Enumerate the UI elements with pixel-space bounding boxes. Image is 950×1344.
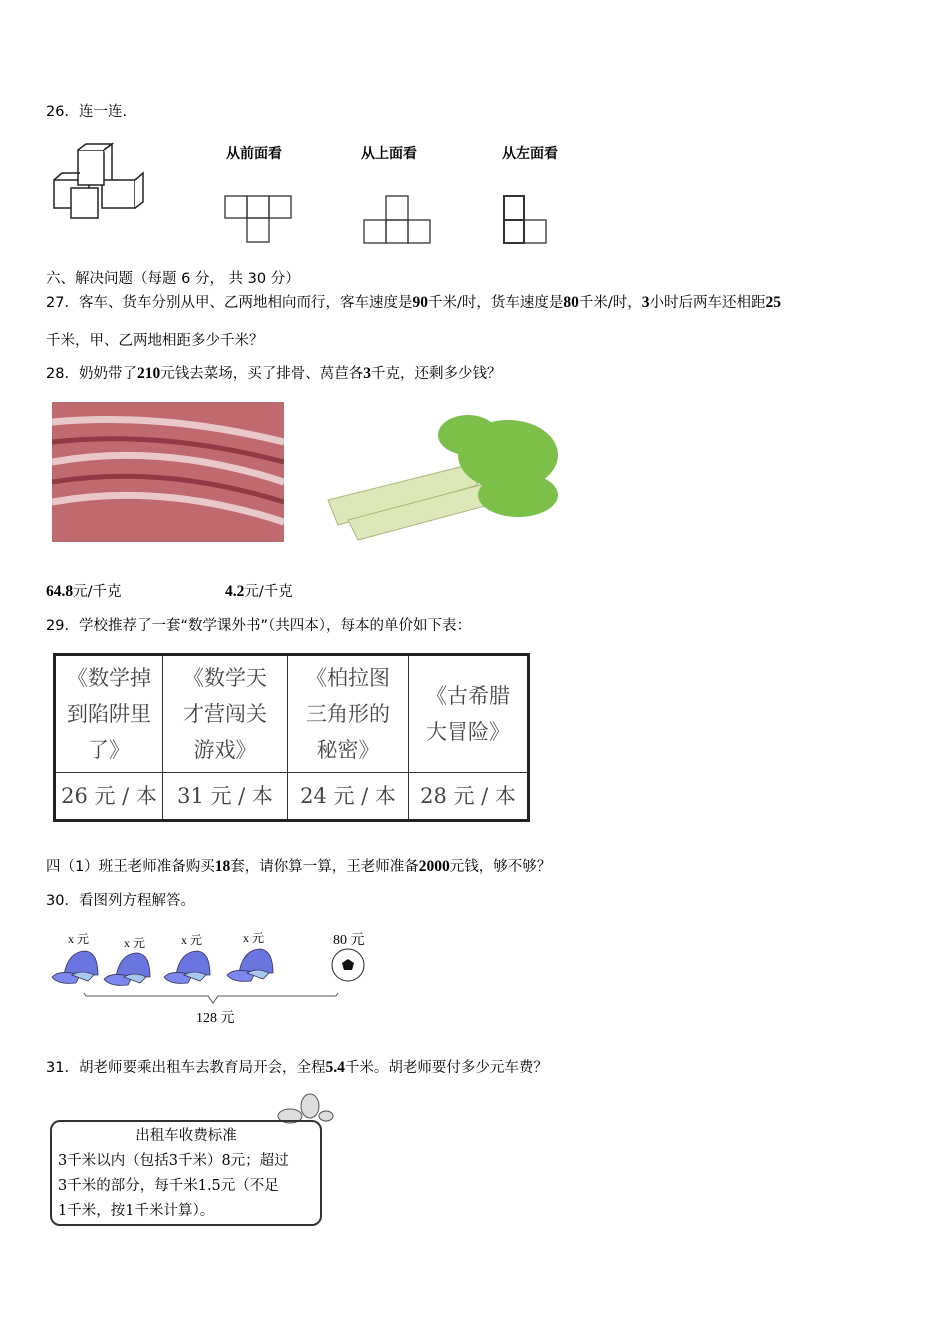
q29-question: 四（1）班王老师准备购买18套，请你算一算，王老师准备2000元钱，够不够？ [46, 858, 552, 875]
view-top-label: 从上面看 [361, 146, 417, 162]
book-title-cell: 《数学天 才营闯关 游戏》 [163, 655, 288, 773]
book-title-cell: 《柏拉图 三角形的 秘密》 [288, 655, 409, 773]
lettuce-stem-image [318, 405, 563, 545]
cap-icon [52, 951, 98, 983]
view-front-label: 从前面看 [226, 146, 282, 162]
q26-title: 26．连一连. [46, 104, 128, 120]
q27-line2: 千米，甲、乙两地相距多少千米？ [46, 333, 264, 349]
total-price-label: 128 元 [196, 1011, 235, 1026]
cap-price-label: x 元 [181, 933, 203, 947]
view-left-label: 从左面看 [502, 146, 558, 162]
pork-ribs-image [52, 402, 284, 542]
book-price-cell: 31 元 / 本 [163, 773, 288, 821]
q30-title: 30．看图列方程解答。 [46, 893, 195, 909]
taxi-fare-line: 3千米的部分，每千米1.5元（不足 [58, 1178, 279, 1194]
q29-title: 29．学校推荐了一套“数学课外书”（共四本），每本的单价如下表： [46, 618, 471, 634]
book-title-cell: 《数学掉 到陷阱里 了》 [55, 655, 163, 773]
book-price-cell: 26 元 / 本 [55, 773, 163, 821]
cap-price-label: x 元 [243, 931, 265, 945]
book-title-cell: 《古希腊 大冒险》 [409, 655, 529, 773]
taxi-fare-line: 1千米，按1千米计算）。 [58, 1203, 215, 1219]
cube-stack-figure [50, 140, 150, 220]
ribs-price: 64.8元/千克 [46, 583, 122, 600]
q28-title: 28．奶奶带了210元钱去菜场，买了排骨、莴苣各3千克，还剩多少钱？ [46, 365, 502, 382]
q31-title: 31．胡老师要乘出租车去教育局开会，全程5.4千米。胡老师要付多少元车费？ [46, 1059, 548, 1076]
caps-and-ball-figure [50, 945, 380, 1010]
cap-price-label: x 元 [124, 936, 146, 950]
lettuce-price: 4.2元/千克 [225, 583, 293, 600]
top-view-shape [360, 192, 440, 248]
left-view-shape [500, 192, 560, 248]
taxi-fare-title: 出租车收费标准 [135, 1128, 237, 1144]
cap-price-label: x 元 [68, 932, 90, 946]
section-6-heading: 六、解决问题（每题 6 分， 共 30 分） [46, 271, 300, 287]
book-price-table [53, 653, 530, 822]
book-price-cell: 28 元 / 本 [409, 773, 529, 821]
soccer-ball-icon [332, 949, 364, 981]
book-price-cell: 24 元 / 本 [288, 773, 409, 821]
front-view-shape [222, 192, 302, 248]
taxi-fare-box [50, 1120, 322, 1226]
ball-price-label: 80 元 [333, 933, 365, 948]
taxi-fare-line: 3千米以内（包括3千米）8元；超过 [58, 1153, 289, 1169]
q27-line1: 27．客车、货车分别从甲、乙两地相向而行，客车速度是90千米/时，货车速度是80千米/时，3小时后两车还相距25 [46, 294, 781, 311]
